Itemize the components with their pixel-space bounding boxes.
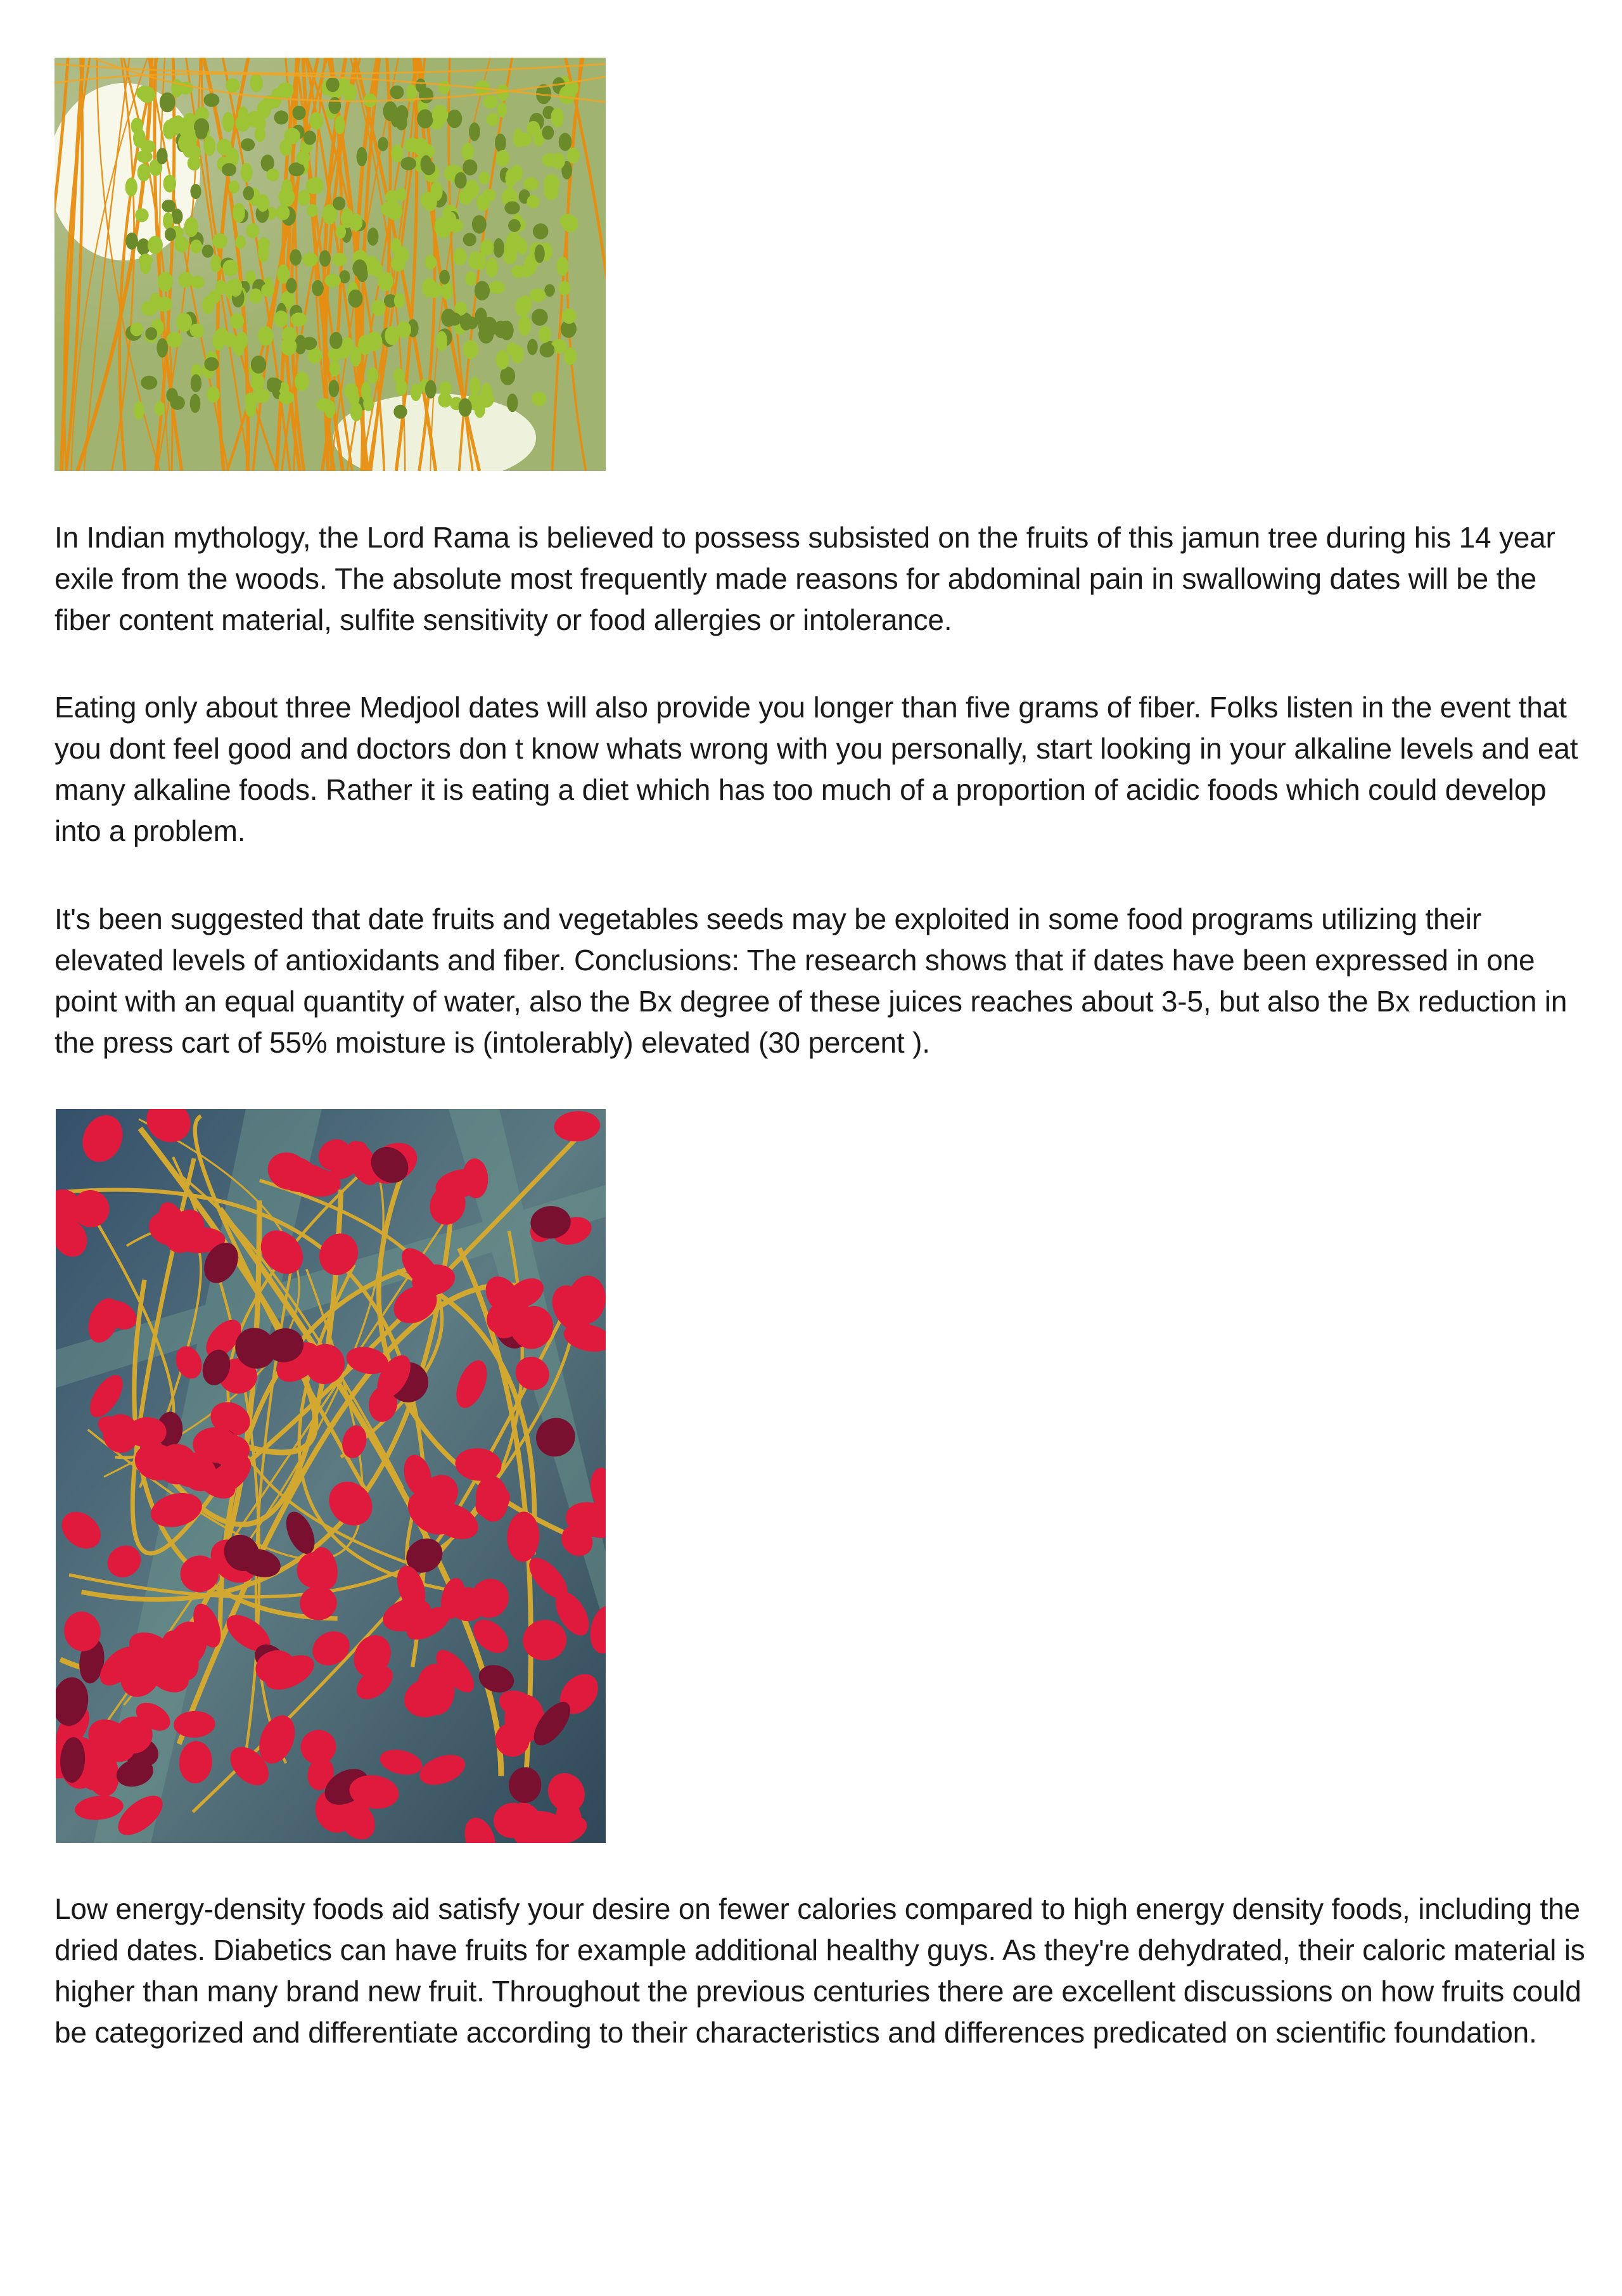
red-dates-palm-photo (56, 1109, 606, 1843)
green-dates-palm-photo (54, 58, 606, 471)
paragraph-2: Eating only about three Medjool dates will also provide you longer than five grams of fiber. Folks listen in the event that you dont feel good and doctors don t know whats wrong with you personally, start looking in your alkaline levels and eat many alkaline foods. Rather it is eating a diet which has too much of a proportion of acidic foods which could develop into a problem. (54, 691, 1578, 847)
paragraph-4: Low energy-density foods aid satisfy your desire on fewer calories compared to high energy density foods, including the dried dates. Diabetics can have fruits for example additional healthy guys. As they're dehydrated, their caloric material is higher than many brand new fruit. Throughout the previous centuries there are excellent discussions on how fruits could be categorized and differentiate according to their characteristics and differences predicated on scientific foundation. (54, 1892, 1585, 2049)
red-dates-image (56, 1109, 606, 1843)
paragraph-1: In Indian mythology, the Lord Rama is believed to possess subsisted on the fruits of this jamun tree during his 14 year exile from the woods. The absolute most frequently made reasons for abdominal pain in swallowing dates will be the fiber content material, sulfite sensitivity or food allergies or intolerance. (54, 521, 1555, 636)
green-dates-image (54, 58, 606, 471)
paragraph-3: It's been suggested that date fruits and vegetables seeds may be exploited in some food programs utilizing their elevated levels of antioxidants and fiber. Conclusions: The research shows that if dates have been expressed in one point with an equal quantity of water, also the Bx degree of these juices reaches about 3-5, but also the Bx reduction in the press cart of 55% moisture is (intolerably) elevated (30 percent ). (54, 902, 1568, 1059)
